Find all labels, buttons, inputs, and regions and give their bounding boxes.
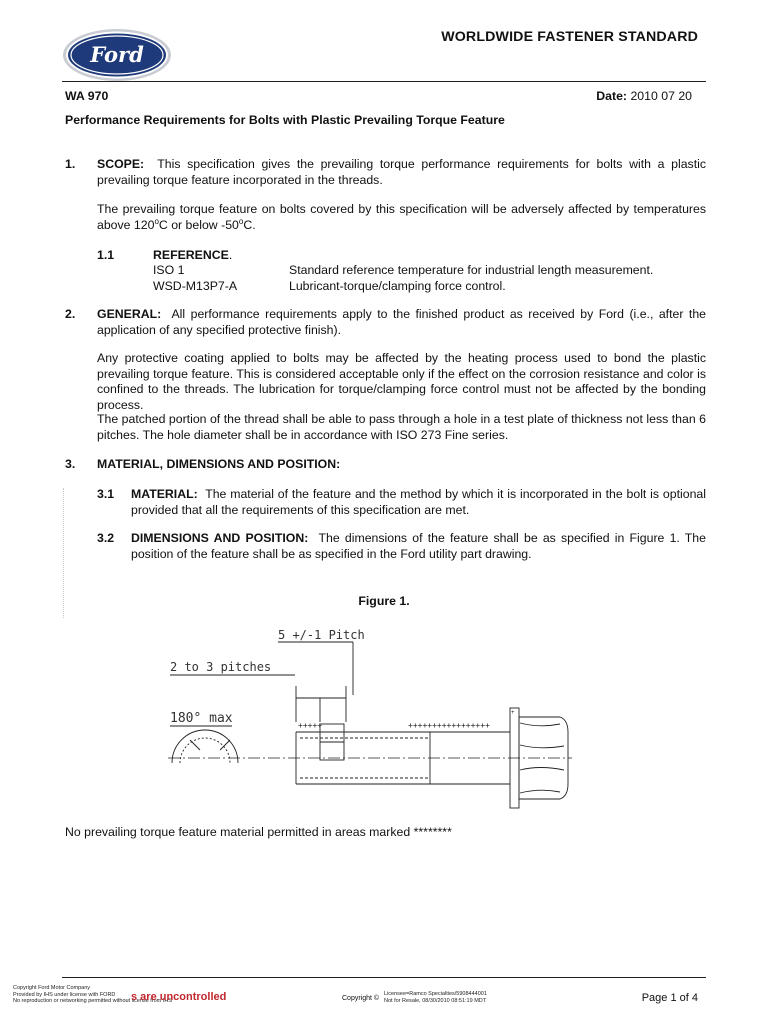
section-3-2-text: The dimensions of the feature shall be as specified in Figure 1. The position of the feature shall be as specified in the Ford utility part drawing. bbox=[131, 531, 706, 561]
section-2-heading: GENERAL: bbox=[97, 307, 162, 321]
section-3-1-heading: MATERIAL: bbox=[131, 487, 198, 501]
logo-wordmark: Ford bbox=[90, 42, 144, 67]
section-3-number: 3. bbox=[65, 457, 76, 471]
page-number: Page 1 of 4 bbox=[641, 992, 698, 1004]
temp-text-b: C or below -50 bbox=[158, 217, 239, 232]
reference-code: WSD-M13P7-A bbox=[153, 278, 238, 293]
section-2-number: 2. bbox=[65, 307, 76, 321]
reference-heading-text: REFERENCE bbox=[153, 248, 229, 262]
footer-line: Licensee=Ramco Specialties/5908444001 bbox=[384, 991, 487, 997]
date-label: Date: bbox=[596, 89, 628, 103]
section-3-1-material bbox=[131, 487, 706, 518]
section-3-heading: MATERIAL, DIMENSIONS AND POSITION: bbox=[97, 457, 341, 471]
footer-rule bbox=[62, 977, 706, 978]
page-header-title: WORLDWIDE FASTENER STANDARD bbox=[441, 29, 698, 45]
reference-item bbox=[153, 263, 653, 279]
document-id: WA 970 bbox=[65, 89, 109, 103]
section-1-1-number: 1.1 bbox=[97, 248, 115, 262]
section-3-2-number: 3.2 bbox=[97, 531, 115, 545]
header-rule bbox=[62, 81, 706, 82]
section-3-1-number: 3.1 bbox=[97, 487, 115, 501]
footer-line: Copyright Ford Motor Company bbox=[13, 985, 91, 991]
degree-mark: o bbox=[154, 216, 159, 226]
section-3-2-dimensions bbox=[131, 531, 706, 562]
no-patch-marker: +++++ bbox=[298, 721, 323, 730]
section-3-2-heading: DIMENSIONS AND POSITION: bbox=[131, 531, 309, 545]
section-1-text: This specification gives the prevailing torque performance requirements for bolts with a plastic prevailing torque feature incorporated in the threads. bbox=[97, 157, 706, 187]
reference-item bbox=[153, 279, 653, 295]
document-title: Performance Requirements for Bolts with Plastic Prevailing Torque Feature bbox=[65, 113, 505, 127]
temp-text-c: C. bbox=[243, 217, 256, 232]
reference-list bbox=[153, 263, 653, 294]
reference-heading bbox=[153, 248, 232, 262]
section-3-1-text: The material of the feature and the method by which it is incorporated in the bolt is optional provided that all the requirements of this specification are met. bbox=[131, 487, 706, 517]
section-2-text: All performance requirements apply to the finished product as received by Ford (i.e., after the application of any specified protective finish). bbox=[97, 307, 707, 337]
reference-code: ISO 1 bbox=[153, 263, 185, 277]
document-date bbox=[596, 89, 692, 103]
section-2-general bbox=[97, 307, 706, 338]
temp-text-a: The prevailing torque feature on bolts covered by this specification will be adversely affected by temperatures above 120 bbox=[97, 202, 706, 232]
footer-line: Not for Resale, 08/30/2010 08:51:19 MDT bbox=[384, 997, 487, 1004]
section-1-heading: SCOPE: bbox=[97, 157, 145, 171]
footer-licensee bbox=[384, 991, 487, 1004]
degree-mark: o bbox=[238, 216, 244, 226]
end-view-arc-inner bbox=[180, 738, 230, 763]
end-view-hatch bbox=[190, 740, 230, 750]
section-2-patch-paragraph: The patched portion of the thread shall be able to pass through a hole in a test plate of thickness not less than 6 pitches. The hole diameter shall be in accordance with ISO 273 Fine series. bbox=[97, 412, 706, 442]
section-1-number: 1. bbox=[65, 157, 76, 171]
footer-line: Provided by IHS under license with FORD bbox=[13, 991, 116, 998]
section-1-temperature-paragraph bbox=[97, 202, 706, 233]
footer-line: No reproduction or networking permitted without license from IHS bbox=[13, 998, 172, 1005]
ford-logo bbox=[62, 28, 172, 82]
section-2-coating-paragraph: Any protective coating applied to bolts may be affected by the heating process used to bond the plastic prevailing torque feature. This is considered acceptable only if the effect on the corrosion resistance and color is confined to the threads. The lubrication for torque/clamping force control must not be affected by the bonding process. bbox=[97, 351, 706, 412]
bolt-figure bbox=[160, 620, 580, 815]
figure-caption: Figure 1. bbox=[358, 594, 410, 608]
reference-desc: Standard reference temperature for industrial length measurement. bbox=[289, 263, 654, 277]
section-1-scope bbox=[97, 157, 706, 188]
footer-uncontrolled-stamp: s are uncontrolled bbox=[131, 991, 227, 1003]
reference-desc: Lubricant-torque/clamping force control. bbox=[289, 278, 506, 293]
no-patch-marker: + bbox=[511, 710, 515, 716]
no-patch-marker: +++++++++++++++++ bbox=[408, 721, 490, 730]
reference-heading-dot: . bbox=[228, 248, 233, 262]
angle-label: 180° max bbox=[170, 711, 233, 726]
figure-note: No prevailing torque feature material permitted in areas marked ******** bbox=[65, 825, 452, 839]
date-value: 2010 07 20 bbox=[630, 89, 692, 103]
pitch-label: 5 +/-1 Pitch bbox=[278, 628, 365, 642]
footer-copyright: Copyright © bbox=[342, 995, 380, 1002]
pitches-label: 2 to 3 pitches bbox=[170, 660, 272, 674]
